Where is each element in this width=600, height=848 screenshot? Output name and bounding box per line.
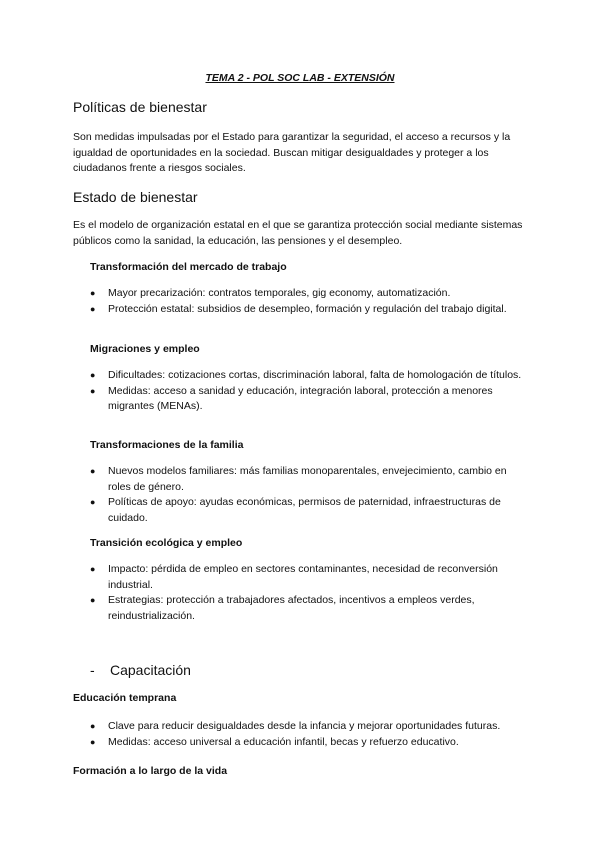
heading-estado-bienestar: Estado de bienestar: [73, 189, 198, 205]
bullet-icon: ●: [90, 288, 96, 298]
heading-transicion-ecologica: Transición ecológica y empleo: [90, 537, 243, 549]
list-item: ● Políticas de apoyo: ayudas económicas, permisos de paternidad, infraestructuras de cuidado.: [90, 496, 501, 524]
document-title: TEMA 2 - POL SOC LAB - EXTENSIÓN: [205, 72, 395, 84]
heading-formacion-vida: Formación a lo largo de la vida: [73, 765, 228, 777]
list-educacion-temprana: [90, 719, 530, 750]
list-item: ● Estrategias: protección a trabajadores afectados, incentivos a empleos verdes, reindustrialización.: [90, 594, 475, 622]
bullet-icon: ●: [90, 736, 96, 747]
list-mercado-trabajo: [90, 286, 530, 317]
list-item: ● Protección estatal: subsidios de desempleo, formación y regulación del trabajo digital.: [90, 302, 530, 318]
list-item: ● Clave para reducir desigualdades desde la infancia y mejorar oportunidades futuras.: [90, 719, 530, 735]
heading-politicas-bienestar: Políticas de bienestar: [73, 99, 207, 115]
list-transformaciones-familia: [90, 464, 530, 526]
list-transicion-ecologica: [90, 562, 530, 624]
heading-transformaciones-familia: Transformaciones de la familia: [90, 439, 244, 451]
heading-migraciones-empleo: Migraciones y empleo: [90, 343, 200, 355]
bullet-icon: ●: [90, 370, 96, 380]
list-item: ● Mayor precarización: contratos temporales, gig economy, automatización.: [90, 286, 530, 302]
list-item: ● Medidas: acceso universal a educación infantil, becas y refuerzo educativo.: [90, 735, 530, 751]
heading-capacitacion-text: Capacitación: [110, 662, 191, 678]
heading-educacion-temprana: Educación temprana: [73, 692, 177, 704]
bullet-icon: ●: [90, 564, 96, 574]
list-item: ● Impacto: pérdida de empleo en sectores contaminantes, necesidad de reconversión industrial.: [90, 563, 498, 591]
dash-marker: -: [90, 662, 95, 678]
bullet-icon: ●: [90, 385, 96, 396]
paragraph-politicas-bienestar: Son medidas impulsadas por el Estado para garantizar la seguridad, el acceso a recursos y la igualdad de oportunidades en la sociedad. Buscan mitigar desigualdades y proteger a los ciudadanos frente a riesgos sociales.: [73, 131, 511, 174]
paragraph-estado-bienestar: Es el modelo de organización estatal en el que se garantiza protección social mediante sistemas públicos como la sanidad, la educación, las pensiones y el desempleo.: [73, 219, 523, 247]
list-item: ● Dificultades: cotizaciones cortas, discriminación laboral, falta de homologación de títulos.: [90, 368, 530, 384]
bullet-icon: ●: [90, 721, 96, 731]
heading-mercado-trabajo: Transformación del mercado de trabajo: [90, 261, 287, 273]
list-item: ● Medidas: acceso a sanidad y educación, integración laboral, protección a menores migrantes (MENAs).: [90, 384, 493, 412]
bullet-icon: ●: [90, 497, 96, 507]
list-item: ● Nuevos modelos familiares: más familias monoparentales, envejecimiento, cambio en roles de género.: [90, 465, 507, 493]
bullet-icon: ●: [90, 595, 96, 605]
bullet-icon: ●: [90, 466, 96, 476]
bullet-icon: ●: [90, 303, 96, 314]
list-migraciones-empleo: [90, 368, 530, 415]
